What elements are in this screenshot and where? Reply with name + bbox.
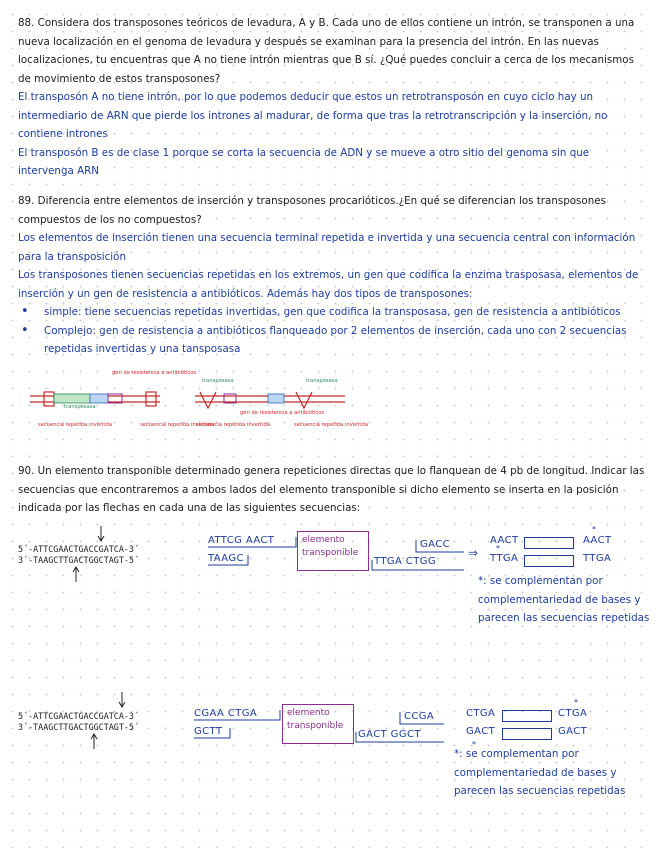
- question-89-text: 89. Diferencia entre elementos de inserción y transposones procarióticos.¿En qué se diferencian los transposones compuestos de los no compuestos?: [18, 195, 606, 226]
- answer-88-b: El transposón B es de clase 1 porque se corta la secuencia de ADN y se mueve a otro sitio del genoma sin que intervenga ARN: [18, 146, 590, 177]
- ex2-right-bottom: GACT GGCT: [358, 729, 421, 740]
- question-88: [18, 14, 648, 181]
- simple-transposon: [30, 369, 214, 428]
- seq-label-right: secuencia repetida invertida: [140, 422, 214, 428]
- simple-gene-label: gen de resistencia a antibióticos: [112, 370, 197, 376]
- ex2-result-top-right: CTGA: [558, 708, 588, 719]
- ex1-strand-bottom: 3´-TAAGCTTGACTGGCTAGT-5´: [18, 555, 140, 565]
- ex2-left-lines: [190, 704, 286, 749]
- ex2-result-box-top: [502, 710, 552, 722]
- answer-88-a: El transposón A no tiene intrón, por lo que podemos deducir que estos un retrotransposón en cuyo ciclo hay un intermediario de ARN que pierde los intrones al madurar, de forma que tras la retrotranscripción y la inserción, no contiene intrones: [18, 91, 608, 140]
- ex2-result-box-bottom: [502, 728, 552, 740]
- ex1-left-lines: [204, 531, 304, 576]
- insertion-arrow-bottom: [89, 733, 99, 749]
- complex-seq-label-left: secuencia repetida invertida: [196, 422, 270, 428]
- ex2-transposable-element: [282, 704, 354, 744]
- answer-89-1: Los elementos de inserción tienen una secuencia terminal repetida e invertida y una secuencia central con información para la transposición: [18, 232, 636, 263]
- ex1-strand-top: 5´-ATTCGAACTGACCGATCA-3´: [18, 544, 140, 554]
- ex1-right-bottom: TTGA CTGG: [374, 556, 436, 567]
- transposon-diagram: [30, 368, 368, 448]
- ex1-result-bottom-left: TTGA: [490, 553, 519, 564]
- question-90-text: 90. Un elemento transponible determinado genera repeticiones directas que lo flanquean de 4 pb de longitud. Indicar las secuencias que encontraremos a ambos lados del elemento transponible si dicho elemento se inserta en la posición indicada por las flechas en cada una de las siguientes secuencias:: [18, 465, 645, 514]
- ex1-element-line2: transponible: [302, 548, 359, 558]
- question-90: [18, 462, 648, 518]
- insertion-arrow-top: [96, 526, 106, 542]
- ex2-result-bottom-right: GACT: [558, 726, 588, 737]
- ex1-right-lines: [370, 536, 470, 576]
- asterisk-mark: *: [496, 544, 501, 553]
- ex1-left-bottom: TAAGC: [208, 553, 244, 564]
- ex2-left-top: CGAA CTGA: [194, 708, 258, 719]
- question-89: [18, 192, 648, 359]
- seq-label-left: secuencia repetida invertida: [38, 422, 112, 428]
- complex-seq-label-right: secuencia repetida invertida: [294, 422, 368, 428]
- ex1-element-line1: elemento: [302, 535, 345, 545]
- ex1-result-bottom-right: TTGA: [583, 553, 612, 564]
- ex1-result-box-top: [524, 537, 574, 549]
- complex-transposon: [195, 378, 368, 428]
- complex-transposase-label-1: transposasa: [202, 378, 234, 384]
- ex2-right-top: CCGA: [404, 711, 435, 722]
- complex-transposase-label-2: transposasa: [306, 378, 338, 384]
- ex2-left-bottom: GCTT: [194, 726, 223, 737]
- ex1-left-top: ATTCG AACT: [208, 535, 275, 546]
- complex-gene-label: gen de resistencia a antibióticos: [240, 410, 325, 416]
- ex2-result-bottom-left: GACT: [466, 726, 496, 737]
- ex1-result-box-bottom: [524, 555, 574, 567]
- ex1-right-top: GACC: [420, 539, 450, 550]
- asterisk-mark: *: [472, 740, 477, 749]
- asterisk-mark: *: [574, 698, 579, 707]
- question-88-text: 88. Considera dos transposones teóricos de levadura, A y B. Cada uno de ellos contiene un intrón, se transponen a una nueva localización en el genoma de levadura y después se examinan para la presencia del intrón. En las nuevas localizaciones, tu encuentras que A no tiene intrón mientras que B sí. ¿Qué puedes concluir a cerca de los mecanismos de movimiento de estos transposones?: [18, 17, 635, 85]
- answer-89-2: Los transposones tienen secuencias repetidas en los extremos, un gen que codifica la enzima trasposasa, elementos de inserción y un gen de resistencia a antibióticos. Además hay dos tipos de transposones:: [18, 269, 639, 300]
- ex2-element-line1: elemento: [287, 708, 330, 718]
- ex2-strand-bottom: 3´-TAAGCTTGACTGGCTAGT-5´: [18, 722, 140, 732]
- result-arrow-icon: ⇒: [468, 546, 479, 560]
- ex1-result-top-right: AACT: [583, 535, 612, 546]
- list-item: • Complejo: gen de resistencia a antibióticos flanqueado por 2 elementos de inserción, cada uno con 2 secuencias repetidas invertidas y una tansposasa: [44, 322, 648, 359]
- transposon-types-list: [18, 303, 648, 359]
- ex2-right-lines: [354, 708, 450, 748]
- ex1-transposable-element: [297, 531, 369, 571]
- ex2-strand-top: 5´-ATTCGAACTGACCGATCA-3´: [18, 711, 140, 721]
- ex2-result-top-left: CTGA: [466, 708, 496, 719]
- insertion-arrow-top: [117, 692, 127, 708]
- ex2-element-line2: transponible: [287, 721, 344, 731]
- ex1-result-top-left: AACT: [490, 535, 519, 546]
- insertion-arrow-bottom: [71, 566, 81, 582]
- asterisk-mark: *: [592, 525, 597, 534]
- ex1-note: *: se complementan por complementariedad de bases y parecen las secuencias repetidas: [478, 575, 650, 624]
- ex2-note: *: se complementan por complementariedad de bases y parecen las secuencias repetidas: [454, 748, 626, 797]
- list-item: • simple: tiene secuencias repetidas invertidas, gen que codifica la transposasa, gen de resistencia a antibióticos: [44, 303, 648, 322]
- simple-transposase-label: transposasa: [64, 404, 96, 410]
